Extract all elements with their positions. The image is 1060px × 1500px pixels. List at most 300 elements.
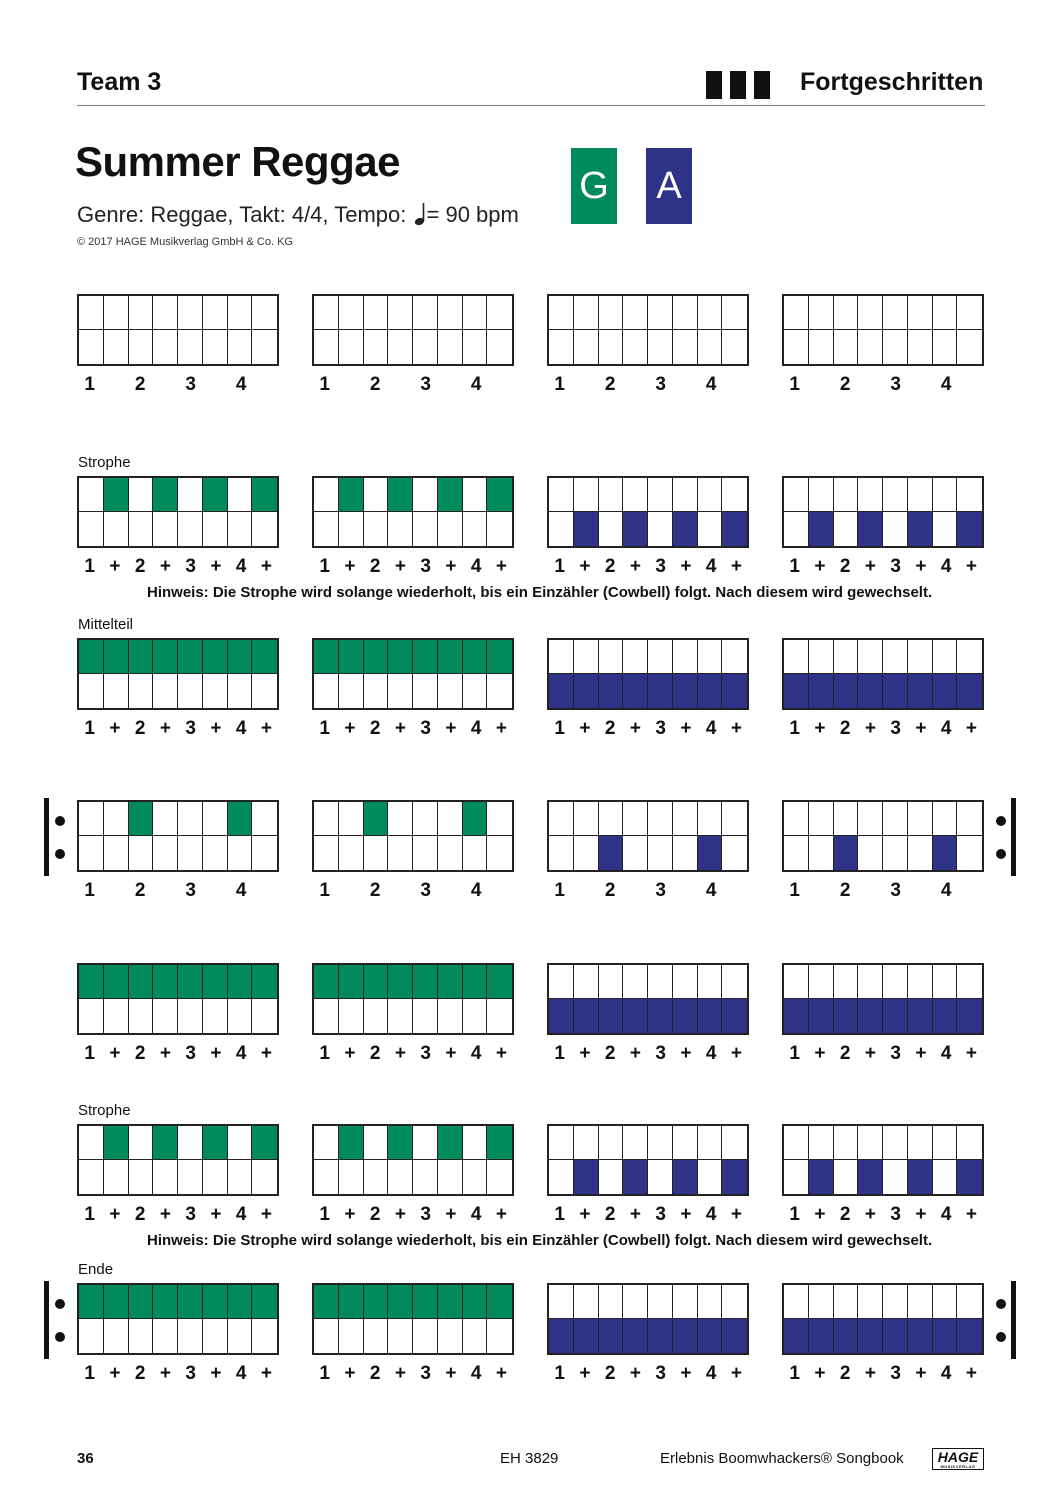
page-number: 36 bbox=[77, 1450, 94, 1467]
beat-count-label: 1 bbox=[319, 1043, 330, 1064]
note-cell-filled bbox=[104, 640, 129, 674]
note-cell-filled bbox=[698, 674, 723, 708]
beat-count-label: 2 bbox=[839, 1043, 851, 1064]
note-cell bbox=[314, 836, 339, 870]
beat-count-label: 4 bbox=[470, 718, 482, 739]
beat-count-label: 2 bbox=[134, 718, 146, 739]
beat-count-label: + bbox=[629, 1204, 641, 1225]
note-cell bbox=[574, 478, 599, 512]
beat-count-label: + bbox=[915, 1204, 927, 1225]
note-cell-filled bbox=[388, 640, 413, 674]
note-cell-filled bbox=[104, 1126, 129, 1160]
note-cell-filled bbox=[487, 965, 512, 999]
note-cell bbox=[957, 965, 982, 999]
beat-count-label: 2 bbox=[134, 1204, 146, 1225]
beat-count-label: 3 bbox=[185, 556, 196, 577]
note-cell-filled bbox=[722, 674, 747, 708]
beat-count-label: + bbox=[210, 718, 222, 739]
note-cell bbox=[722, 296, 747, 330]
note-cell bbox=[648, 478, 673, 512]
note-cell-filled bbox=[339, 965, 364, 999]
note-cell-filled bbox=[203, 478, 228, 512]
note-cell bbox=[79, 512, 104, 546]
note-cell-filled bbox=[574, 512, 599, 546]
note-cell bbox=[834, 965, 859, 999]
note-cell bbox=[438, 1319, 463, 1353]
note-cell bbox=[314, 674, 339, 708]
beat-count-label: + bbox=[680, 718, 692, 739]
note-cell bbox=[364, 1126, 389, 1160]
note-cell bbox=[784, 1126, 809, 1160]
note-cell bbox=[339, 512, 364, 546]
beat-count-label: 1 bbox=[84, 880, 95, 901]
note-cell-filled bbox=[957, 674, 982, 708]
note-cell-filled bbox=[364, 965, 389, 999]
beat-count-label: 3 bbox=[655, 1043, 666, 1064]
note-cell-filled bbox=[574, 999, 599, 1033]
beat-count-label: 4 bbox=[940, 1043, 952, 1064]
note-cell-filled bbox=[388, 1126, 413, 1160]
note-cell bbox=[599, 512, 624, 546]
note-cell bbox=[908, 296, 933, 330]
note-cell bbox=[228, 478, 253, 512]
hint-text: Hinweis: Die Strophe wird solange wiederholt, bis ein Einzähler (Cowbell) folgt. Nach diesem wird gewechselt. bbox=[147, 584, 933, 601]
note-cell bbox=[933, 330, 958, 364]
beat-count-label: + bbox=[915, 556, 927, 577]
note-cell-filled bbox=[673, 1160, 698, 1194]
note-cell bbox=[364, 999, 389, 1033]
note-cell bbox=[388, 1319, 413, 1353]
note-cell bbox=[933, 1285, 958, 1319]
note-cell bbox=[413, 330, 438, 364]
beat-count-label: + bbox=[445, 718, 457, 739]
note-cell bbox=[228, 512, 253, 546]
measure-grid bbox=[312, 1124, 514, 1196]
beat-count-label: + bbox=[109, 1043, 121, 1064]
note-cell bbox=[413, 1126, 438, 1160]
note-cell bbox=[574, 296, 599, 330]
beat-count-label: + bbox=[495, 1363, 507, 1384]
note-cell-filled bbox=[129, 802, 154, 836]
beat-count-label: 4 bbox=[940, 1204, 952, 1225]
note-cell-filled bbox=[722, 1160, 747, 1194]
note-cell bbox=[599, 330, 624, 364]
beat-count-label: 4 bbox=[940, 556, 952, 577]
note-cell bbox=[413, 1160, 438, 1194]
note-cell bbox=[314, 802, 339, 836]
beat-count-label: + bbox=[864, 1043, 876, 1064]
note-cell bbox=[933, 478, 958, 512]
beat-count-label: + bbox=[159, 556, 171, 577]
note-cell-filled bbox=[203, 965, 228, 999]
note-cell-filled bbox=[933, 836, 958, 870]
note-cell bbox=[364, 1160, 389, 1194]
note-cell bbox=[648, 802, 673, 836]
note-cell bbox=[463, 836, 488, 870]
beat-count-label: + bbox=[680, 1043, 692, 1064]
note-cell bbox=[413, 802, 438, 836]
beat-count-label: 3 bbox=[890, 1204, 901, 1225]
beat-count-label: 2 bbox=[369, 1043, 381, 1064]
note-cell bbox=[834, 1160, 859, 1194]
note-cell bbox=[129, 1319, 154, 1353]
measure-grid bbox=[547, 476, 749, 548]
note-cell-filled bbox=[252, 1285, 277, 1319]
note-cell-filled bbox=[648, 674, 673, 708]
beat-count-label: 2 bbox=[839, 556, 851, 577]
note-cell bbox=[648, 296, 673, 330]
note-cell bbox=[858, 836, 883, 870]
beat-count-label: 3 bbox=[655, 1204, 666, 1225]
note-cell bbox=[388, 296, 413, 330]
note-cell bbox=[933, 1160, 958, 1194]
beat-count-label: + bbox=[159, 1363, 171, 1384]
note-cell bbox=[203, 674, 228, 708]
beat-count-label: 4 bbox=[940, 880, 952, 901]
note-cell bbox=[549, 1126, 574, 1160]
note-cell bbox=[487, 296, 512, 330]
note-cell-filled bbox=[834, 999, 859, 1033]
note-cell bbox=[487, 1160, 512, 1194]
beat-count-label: 3 bbox=[655, 1363, 666, 1384]
beat-count-label: 4 bbox=[235, 556, 247, 577]
note-cell bbox=[933, 640, 958, 674]
note-cell bbox=[463, 478, 488, 512]
note-cell bbox=[698, 1285, 723, 1319]
beat-count-label: 1 bbox=[84, 556, 95, 577]
beat-count-label: + bbox=[344, 718, 356, 739]
note-cell bbox=[883, 296, 908, 330]
beat-count-label: 1 bbox=[554, 718, 565, 739]
note-cell-filled bbox=[698, 999, 723, 1033]
note-cell-filled bbox=[834, 836, 859, 870]
note-cell bbox=[413, 1319, 438, 1353]
beat-count-label: 4 bbox=[705, 1043, 717, 1064]
measure-grid bbox=[77, 800, 279, 872]
note-cell bbox=[809, 965, 834, 999]
note-cell-filled bbox=[79, 640, 104, 674]
note-cell bbox=[883, 330, 908, 364]
note-cell bbox=[178, 296, 203, 330]
note-cell bbox=[228, 1126, 253, 1160]
note-cell bbox=[438, 802, 463, 836]
note-cell-filled bbox=[623, 999, 648, 1033]
note-cell bbox=[388, 1160, 413, 1194]
note-cell bbox=[698, 478, 723, 512]
note-cell bbox=[834, 802, 859, 836]
note-cell bbox=[104, 296, 129, 330]
note-cell bbox=[957, 478, 982, 512]
beat-count-label: + bbox=[814, 1043, 826, 1064]
note-cell bbox=[487, 802, 512, 836]
beat-count-label: + bbox=[394, 718, 406, 739]
note-cell bbox=[673, 965, 698, 999]
note-cell-filled bbox=[252, 478, 277, 512]
note-cell bbox=[834, 1126, 859, 1160]
note-cell bbox=[129, 512, 154, 546]
note-cell-filled bbox=[858, 1160, 883, 1194]
song-info-prefix: Genre: Reggae, Takt: 4/4, Tempo: bbox=[77, 202, 413, 227]
note-cell bbox=[178, 836, 203, 870]
beat-count-label: + bbox=[260, 1043, 272, 1064]
note-cell bbox=[623, 802, 648, 836]
note-cell-filled bbox=[487, 1285, 512, 1319]
beat-count-label: 3 bbox=[655, 880, 666, 901]
beat-count-label: 3 bbox=[655, 374, 666, 395]
publisher-logo: HAGE MUSIKVERLAG bbox=[932, 1448, 984, 1470]
difficulty-bars-icon bbox=[706, 71, 770, 99]
beat-count-label: 1 bbox=[789, 1043, 800, 1064]
note-cell bbox=[599, 478, 624, 512]
note-cell bbox=[178, 999, 203, 1033]
beat-count-label: 1 bbox=[319, 556, 330, 577]
team-label: Team 3 bbox=[77, 68, 162, 96]
beat-count-label: + bbox=[629, 1043, 641, 1064]
note-cell bbox=[648, 965, 673, 999]
note-cell bbox=[104, 330, 129, 364]
beat-count-label: + bbox=[730, 1043, 742, 1064]
header-divider bbox=[77, 105, 985, 106]
note-cell-filled bbox=[784, 1319, 809, 1353]
note-cell bbox=[599, 296, 624, 330]
note-cell bbox=[413, 478, 438, 512]
beat-count bbox=[77, 718, 279, 742]
note-cell bbox=[698, 640, 723, 674]
note-cell bbox=[834, 640, 859, 674]
edition-code: EH 3829 bbox=[500, 1450, 559, 1467]
note-cell bbox=[673, 478, 698, 512]
beat-count-label: + bbox=[260, 1363, 272, 1384]
note-cell bbox=[574, 640, 599, 674]
note-cell bbox=[252, 999, 277, 1033]
note-cell bbox=[104, 1160, 129, 1194]
note-cell bbox=[364, 1319, 389, 1353]
beat-count-label: 3 bbox=[655, 718, 666, 739]
beat-count bbox=[782, 1043, 984, 1067]
beat-count-label: + bbox=[965, 718, 977, 739]
note-cell bbox=[129, 1160, 154, 1194]
note-cell bbox=[79, 836, 104, 870]
beat-count-label: + bbox=[814, 1204, 826, 1225]
note-cell bbox=[883, 965, 908, 999]
note-cell bbox=[153, 1319, 178, 1353]
note-cell bbox=[574, 330, 599, 364]
repeat-start-sign bbox=[44, 1281, 66, 1359]
beat-count-label: 1 bbox=[554, 1043, 565, 1064]
note-cell bbox=[908, 836, 933, 870]
note-cell-filled bbox=[129, 965, 154, 999]
copyright: © 2017 HAGE Musikverlag GmbH & Co. KG bbox=[77, 236, 293, 248]
measure-grid bbox=[547, 638, 749, 710]
beat-count bbox=[77, 1204, 279, 1228]
note-cell-filled bbox=[858, 999, 883, 1033]
beat-count-label: 3 bbox=[420, 1204, 431, 1225]
note-cell bbox=[908, 1285, 933, 1319]
note-cell bbox=[203, 1319, 228, 1353]
note-cell bbox=[858, 1285, 883, 1319]
note-cell bbox=[252, 512, 277, 546]
note-cell bbox=[487, 330, 512, 364]
note-cell bbox=[463, 512, 488, 546]
beat-count bbox=[547, 880, 749, 904]
note-cell bbox=[487, 999, 512, 1033]
note-cell-filled bbox=[339, 478, 364, 512]
beat-count-label: 4 bbox=[940, 374, 952, 395]
note-cell bbox=[252, 296, 277, 330]
note-cell bbox=[438, 999, 463, 1033]
beat-count bbox=[312, 1363, 514, 1387]
note-cell bbox=[623, 836, 648, 870]
beat-count-label: + bbox=[344, 1204, 356, 1225]
measure-grid bbox=[547, 1124, 749, 1196]
beat-count-label: 3 bbox=[890, 1043, 901, 1064]
beat-count-label: + bbox=[260, 556, 272, 577]
beat-count-label: + bbox=[864, 1363, 876, 1384]
beat-count-label: + bbox=[495, 556, 507, 577]
measure-grid bbox=[782, 963, 984, 1035]
note-cell bbox=[698, 802, 723, 836]
note-cell-filled bbox=[933, 1319, 958, 1353]
beat-count-label: 1 bbox=[319, 1204, 330, 1225]
beat-count-label: + bbox=[814, 556, 826, 577]
note-cell-filled bbox=[549, 674, 574, 708]
note-cell bbox=[933, 1126, 958, 1160]
note-cell bbox=[599, 640, 624, 674]
beat-count-label: + bbox=[965, 1204, 977, 1225]
note-cell bbox=[153, 296, 178, 330]
beat-count-label: 1 bbox=[789, 1204, 800, 1225]
note-cell-filled bbox=[339, 1285, 364, 1319]
note-cell-filled bbox=[574, 1160, 599, 1194]
note-cell bbox=[79, 478, 104, 512]
beat-count-label: + bbox=[495, 718, 507, 739]
beat-count-label: + bbox=[730, 718, 742, 739]
note-cell bbox=[673, 330, 698, 364]
note-cell bbox=[463, 999, 488, 1033]
beat-count-label: 1 bbox=[319, 880, 330, 901]
song-info-suffix: = 90 bpm bbox=[426, 202, 519, 227]
note-cell bbox=[388, 802, 413, 836]
note-cell bbox=[933, 965, 958, 999]
note-cell-filled bbox=[957, 1319, 982, 1353]
note-cell bbox=[413, 674, 438, 708]
measure-grid bbox=[547, 963, 749, 1035]
note-cell-filled bbox=[314, 640, 339, 674]
difficulty-label: Fortgeschritten bbox=[800, 68, 984, 96]
repeat-end-sign bbox=[994, 798, 1016, 876]
section-label: Ende bbox=[78, 1261, 114, 1278]
note-cell bbox=[834, 512, 859, 546]
beat-count-label: 2 bbox=[369, 718, 381, 739]
beat-count-label: + bbox=[629, 556, 641, 577]
note-cell bbox=[178, 1126, 203, 1160]
note-cell bbox=[364, 836, 389, 870]
note-cell-filled bbox=[413, 965, 438, 999]
note-cell-filled bbox=[883, 674, 908, 708]
beat-count-label: + bbox=[344, 1043, 356, 1064]
measure-grid bbox=[312, 800, 514, 872]
note-cell bbox=[388, 674, 413, 708]
beat-count-label: + bbox=[915, 1363, 927, 1384]
beat-count-label: 3 bbox=[185, 1043, 196, 1064]
note-cell bbox=[463, 1319, 488, 1353]
note-cell-filled bbox=[79, 965, 104, 999]
note-cell-filled bbox=[203, 1285, 228, 1319]
note-cell bbox=[549, 965, 574, 999]
beat-count-label: + bbox=[965, 1043, 977, 1064]
note-cell bbox=[722, 478, 747, 512]
note-cell bbox=[438, 1160, 463, 1194]
note-cell-filled bbox=[252, 1126, 277, 1160]
beat-count-label: 2 bbox=[134, 556, 146, 577]
note-cell-filled bbox=[933, 674, 958, 708]
note-cell bbox=[623, 1126, 648, 1160]
note-cell bbox=[574, 1285, 599, 1319]
beat-count-label: 1 bbox=[789, 1363, 800, 1384]
note-cell-filled bbox=[228, 1285, 253, 1319]
note-cell bbox=[203, 1160, 228, 1194]
note-cell bbox=[784, 965, 809, 999]
beat-count bbox=[312, 374, 514, 398]
note-cell-filled bbox=[809, 1319, 834, 1353]
beat-count-label: 4 bbox=[470, 880, 482, 901]
note-cell bbox=[487, 674, 512, 708]
beat-count-label: 1 bbox=[554, 556, 565, 577]
note-cell bbox=[79, 674, 104, 708]
beat-count-label: + bbox=[344, 1363, 356, 1384]
note-cell bbox=[203, 296, 228, 330]
note-cell-filled bbox=[957, 999, 982, 1033]
note-cell bbox=[623, 965, 648, 999]
note-cell bbox=[809, 296, 834, 330]
note-cell bbox=[784, 478, 809, 512]
note-cell bbox=[104, 836, 129, 870]
note-cell bbox=[487, 512, 512, 546]
beat-count-label: 4 bbox=[940, 718, 952, 739]
note-cell bbox=[228, 1160, 253, 1194]
measure-grid bbox=[77, 476, 279, 548]
note-cell bbox=[314, 1160, 339, 1194]
note-cell-filled bbox=[834, 674, 859, 708]
note-cell bbox=[858, 965, 883, 999]
beat-count bbox=[312, 556, 514, 580]
note-cell bbox=[129, 478, 154, 512]
note-cell bbox=[834, 330, 859, 364]
beat-count-label: 3 bbox=[420, 1043, 431, 1064]
note-cell-filled bbox=[673, 1319, 698, 1353]
note-cell bbox=[673, 802, 698, 836]
beat-count-label: + bbox=[109, 1204, 121, 1225]
note-cell-filled bbox=[623, 1160, 648, 1194]
note-cell bbox=[809, 1126, 834, 1160]
note-cell bbox=[549, 802, 574, 836]
note-cell-filled bbox=[228, 640, 253, 674]
note-cell bbox=[957, 1285, 982, 1319]
note-cell bbox=[549, 330, 574, 364]
note-cell bbox=[339, 836, 364, 870]
note-cell bbox=[648, 1126, 673, 1160]
note-cell bbox=[252, 1319, 277, 1353]
note-cell-filled bbox=[153, 1126, 178, 1160]
note-cell bbox=[153, 999, 178, 1033]
beat-count bbox=[782, 374, 984, 398]
measure-grid bbox=[547, 1283, 749, 1355]
note-cell bbox=[858, 640, 883, 674]
note-cell bbox=[413, 296, 438, 330]
beat-count-label: + bbox=[730, 1204, 742, 1225]
beat-count-label: + bbox=[210, 1043, 222, 1064]
note-cell bbox=[834, 296, 859, 330]
